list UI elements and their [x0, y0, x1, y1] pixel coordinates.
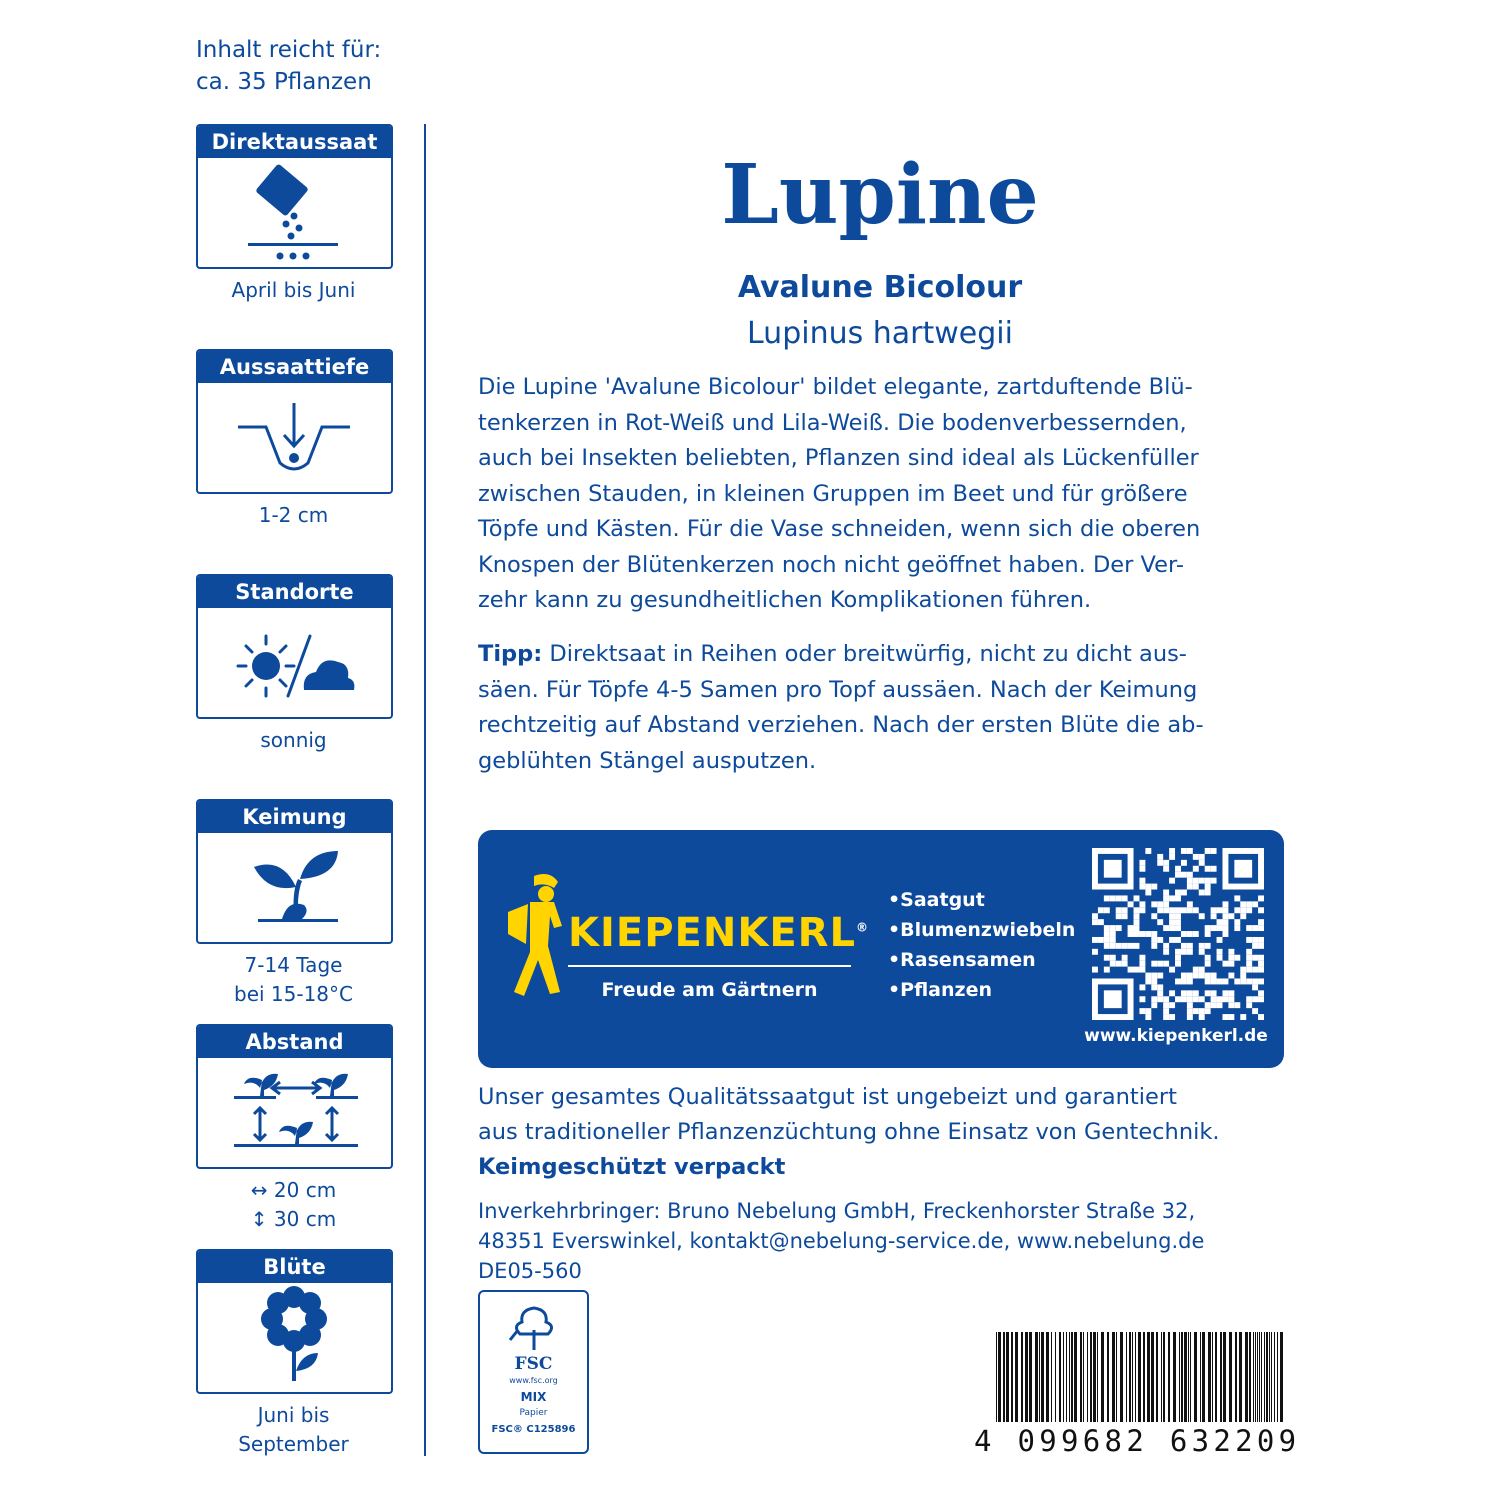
category-item: • Blumenzwiebeln [888, 915, 1075, 945]
tip-line: geblühten Stängel ausputzen. [478, 747, 817, 774]
card-caption [176, 1176, 411, 1234]
caption-line: 7-14 Tage [244, 953, 343, 977]
caption-line: bei 15-18°C [234, 982, 353, 1006]
quality-statement [478, 1080, 1290, 1185]
fsc-material: Papier [519, 1408, 548, 1418]
brand-slogan: Freude am Gärtnern [601, 979, 818, 1001]
sun-cloud-icon [198, 608, 391, 717]
quality-line: aus traditioneller Pflanzenzüchtung ohne Einsatz von Gentechnik. [478, 1119, 1220, 1145]
tip-line [478, 637, 1290, 673]
card-caption [176, 951, 411, 1009]
card-title: Standorte [198, 576, 391, 608]
card-germination [196, 799, 393, 944]
category-item: • Rasensamen [888, 945, 1075, 975]
brand-name [568, 910, 869, 956]
imprint-line: Inverkehrbringer: Bruno Nebelung GmbH, Freckenhorster Straße 32, [478, 1199, 1196, 1223]
card-sowing-depth [196, 349, 393, 494]
packaging-note: Keimgeschützt verpackt [478, 1154, 786, 1180]
imprint [478, 1196, 1290, 1286]
card-direct-sowing [196, 124, 393, 269]
imprint-line: DE05-560 [478, 1259, 582, 1283]
card-title: Aussaattiefe [198, 351, 391, 383]
brand-divider [568, 965, 851, 967]
column-divider [424, 124, 426, 1456]
spacing-icon [198, 1058, 391, 1167]
sowing-icon [198, 158, 391, 267]
card-caption [176, 726, 411, 755]
tip-paragraph [478, 637, 1290, 779]
description-line: zwischen Stauden, in kleinen Gruppen im Beet und für größere [478, 480, 1188, 507]
qr-code[interactable] [1090, 848, 1266, 1020]
caption-line: ↔ 20 cm [250, 1178, 337, 1202]
card-spacing [196, 1024, 393, 1169]
description-line: Töpfe und Kästen. Für die Vase schneiden, wenn sich die oberen [478, 516, 1201, 542]
tip-line: säen. Für Töpfe 4-5 Samen pro Topf aussäen. Nach der Keimung [478, 676, 1198, 703]
card-bloom [196, 1249, 393, 1394]
caption-line: Juni bis [257, 1403, 330, 1427]
tip-label: Tipp: [478, 641, 543, 667]
caption-line: sonnig [260, 728, 327, 752]
imprint-line: 48351 Everswinkel, kontakt@nebelung-service.de, www.nebelung.de [478, 1229, 1205, 1253]
website-link[interactable]: www.kiepenkerl.de [1084, 1026, 1268, 1046]
description-line: Die Lupine 'Avalune Bicolour' bildet elegante, zartduftende Blü- [478, 374, 1193, 400]
flower-icon [198, 1283, 391, 1392]
description-line: Knospen der Blütenkerzen noch nicht geöffnet haben. Der Ver- [478, 551, 1184, 578]
card-location [196, 574, 393, 719]
fsc-tree-icon [504, 1300, 564, 1354]
card-caption [176, 276, 411, 305]
category-item: • Pflanzen [888, 975, 1075, 1005]
tip-text: Direktsaat in Reihen oder breitwürfig, nicht zu dicht aus- [542, 641, 1187, 667]
fsc-label [478, 1290, 589, 1454]
fsc-logo-text: FSC [514, 1354, 553, 1374]
description-line: zehr kann zu gesundheitlichen Komplikationen führen. [478, 587, 1092, 613]
card-title: Direktaussaat [198, 126, 391, 158]
hiker-logo-icon [504, 872, 574, 1000]
fsc-code: FSC® C125896 [491, 1424, 576, 1435]
tip-line: rechtzeitig auf Abstand verziehen. Nach der ersten Blüte die ab- [478, 712, 1204, 738]
latin-name: Lupinus hartwegii [747, 316, 1013, 351]
caption-line: April bis Juni [231, 278, 356, 302]
description-line: tenkerzen in Rot-Weiß und Lila-Weiß. Die bodenverbessernden, [478, 409, 1187, 436]
card-title: Blüte [198, 1251, 391, 1283]
caption-line: ↕ 30 cm [250, 1207, 337, 1231]
coverage-line-1: Inhalt reicht für: [196, 37, 382, 63]
product-categories [888, 885, 1075, 1005]
coverage-info [196, 34, 381, 98]
category-item: • Saatgut [888, 885, 1075, 915]
sowing-depth-icon [198, 383, 391, 492]
registered-mark: ® [855, 920, 869, 935]
coverage-line-2: ca. 35 Pflanzen [196, 69, 372, 95]
card-title: Abstand [198, 1026, 391, 1058]
brand-text: KIEPENKERL [568, 910, 856, 956]
description [478, 370, 1290, 619]
product-title: Lupine [721, 147, 1039, 243]
barcode [996, 1332, 1284, 1430]
caption-line: 1-2 cm [258, 503, 329, 527]
description-line: auch bei Insekten beliebten, Pflanzen sind ideal als Lückenfüller [478, 445, 1199, 471]
card-caption [176, 501, 411, 530]
card-caption [176, 1401, 411, 1459]
quality-line: Unser gesamtes Qualitätssaatgut ist ungebeizt und garantiert [478, 1084, 1177, 1110]
card-title: Keimung [198, 801, 391, 833]
fsc-mix: MIX [520, 1390, 547, 1404]
barcode-digits: 4 099682 632209 [974, 1424, 1301, 1458]
fsc-url: www.fsc.org [509, 1376, 558, 1385]
caption-line: September [238, 1432, 349, 1456]
seedling-icon [198, 833, 391, 942]
variety-name: Avalune Bicolour [737, 270, 1023, 305]
